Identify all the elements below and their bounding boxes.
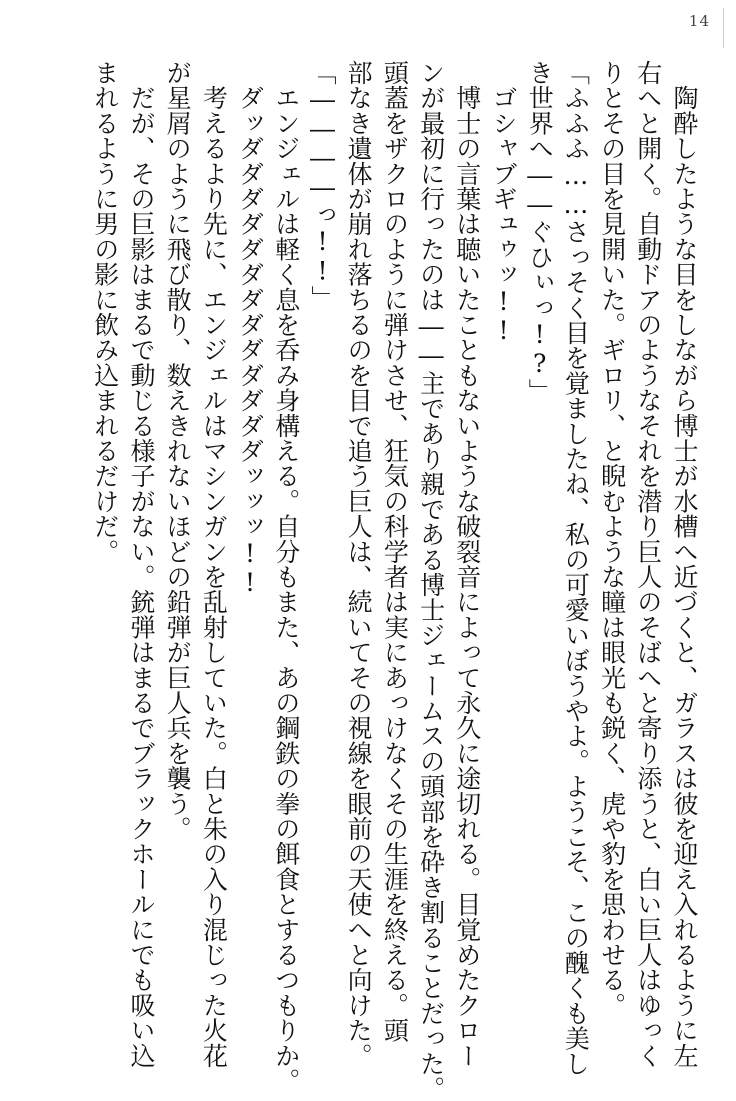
- text-line: 陶酔したような目をしながら博士が水槽へ近づくと、ガラスは彼を迎え入れるように左: [670, 60, 699, 1068]
- text-line: だが、その巨影はまるで動じる様子がない。銃弾はまるでブラックホールにでも吸い込: [126, 60, 156, 1068]
- text-line: ンが最初に行ったのは――主であり親である博士ジェームスの頭部を砕き割ることだった。: [416, 60, 446, 1101]
- text-line: まれるように男の影に飲み込まれるだけだ。: [90, 60, 120, 564]
- text-line: 「――――っ!!」: [307, 60, 337, 311]
- text-line: ダッダダダダダダダダダダダダダッッッ!!: [235, 60, 265, 598]
- text-line: 考えるより先に、エンジェルはマシンガンを乱射していた。白と朱の入り混じった火花: [199, 60, 229, 1068]
- text-line: 頭蓋をザクロのように弾けさせ、狂気の科学者は実にあっけなくその生涯を終える。頭: [380, 60, 410, 1043]
- text-line: 「ふふふ……さっそく目を覚ましたね、私の可愛いぼうやよ。ようこそ、この醜くも美し: [561, 60, 591, 1076]
- text-line: き世界へ――ぐひぃっ!?」: [525, 60, 555, 404]
- text-line: りとその目を見開いた。ギロリ、と睨むような瞳は眼光も鋭く、虎や豹を思わせる。: [597, 60, 627, 1018]
- page-edge-line: [723, 8, 724, 48]
- text-line: 部なき遺体が崩れ落ちるのを目で追う巨人は、続いてその視線を眼前の天使へと向けた。: [344, 60, 374, 1068]
- text-line: ゴシャブギュゥッ!!: [488, 60, 518, 346]
- text-line: 右へと開く。自動ドアのようなそれを潜り巨人のそばへと寄り添うと、白い巨人はゆっく: [633, 60, 663, 1068]
- vertical-text-body: [12, 60, 702, 1101]
- page-number: 14: [688, 12, 710, 30]
- text-line: が星屑のように飛び散り、数えきれないほどの鉛弾が巨人兵を襲う。: [163, 60, 193, 842]
- text-line: 博士の言葉は聴いたこともないような破裂音によって永久に途切れる。目覚めたクロー: [452, 60, 482, 1068]
- text-line: エンジェルは軽く息を呑み身構える。自分もまた、あの鋼鉄の拳の餌食とするつもりか。: [271, 60, 301, 1094]
